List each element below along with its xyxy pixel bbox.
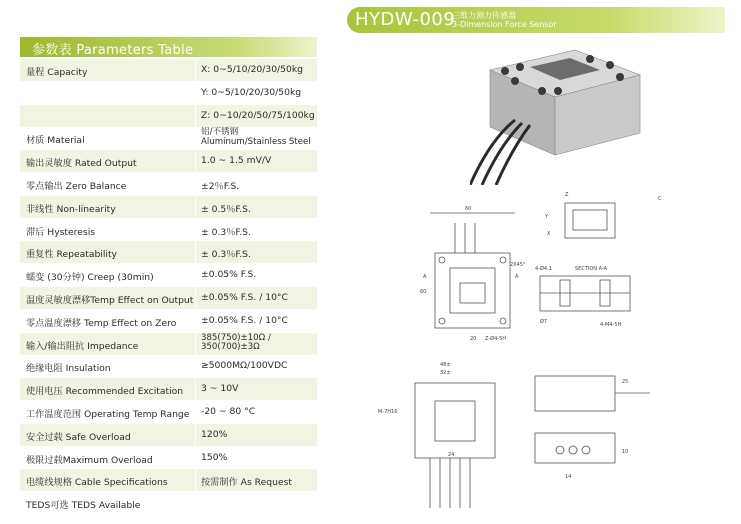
param-value-line2: Aluminum/Stainless Steel bbox=[201, 136, 311, 147]
param-value: ±0.05% F.S. / 10°C bbox=[201, 314, 288, 326]
label-c: C bbox=[658, 196, 662, 202]
param-value bbox=[201, 334, 271, 353]
param-value: 150% bbox=[201, 451, 228, 463]
row-divider bbox=[195, 219, 196, 241]
param-value: ± 0.3％F.S. bbox=[201, 249, 251, 261]
param-label: 绝缘电阻 Insulation bbox=[26, 363, 111, 375]
model-number: HYDW-009 bbox=[355, 9, 456, 30]
param-label: TEDS可选 TEDS Available bbox=[26, 500, 141, 512]
row-divider bbox=[195, 287, 196, 309]
dim-32: 32± bbox=[440, 370, 451, 376]
table-row bbox=[20, 173, 317, 195]
dim-25: 25 bbox=[622, 379, 629, 385]
dim-48: 48± bbox=[440, 362, 451, 368]
param-label: 材质 Material bbox=[26, 135, 85, 147]
dim-24: 24 bbox=[448, 452, 455, 458]
product-photo bbox=[470, 45, 650, 185]
param-label: 输入/输出阻抗 Impedance bbox=[26, 340, 139, 352]
param-value: X: 0~5/10/20/30/50kg bbox=[201, 64, 303, 75]
param-label: 电缆线规格 Cable Specifications bbox=[26, 477, 168, 489]
table-row bbox=[20, 378, 317, 400]
dim-14: 14 bbox=[565, 474, 572, 480]
param-value: ±0.05% F.S. / 10°C bbox=[201, 292, 288, 303]
label-a2: A bbox=[515, 274, 519, 280]
row-divider bbox=[195, 150, 196, 172]
table-row bbox=[20, 196, 317, 218]
param-label: 零点输出 Zero Balance bbox=[26, 181, 127, 192]
dim-holes: Z-Ø4-5H bbox=[485, 336, 507, 342]
section-label: SECTION A-A bbox=[575, 266, 608, 272]
subtitle-en: 3-Dimension Force Sensor bbox=[452, 20, 557, 29]
row-divider bbox=[195, 447, 196, 469]
table-row bbox=[20, 219, 317, 241]
row-divider bbox=[195, 401, 196, 423]
param-value: 120% bbox=[201, 428, 228, 440]
axis-x: X bbox=[547, 231, 551, 237]
dim-thread: M-7H16 bbox=[378, 409, 398, 415]
dim-m4: 4-M4-5H bbox=[600, 322, 622, 328]
technical-drawing bbox=[360, 188, 730, 520]
row-divider bbox=[195, 264, 196, 286]
row-divider bbox=[195, 469, 196, 491]
table-row bbox=[20, 310, 317, 332]
param-value-line1: 铝/不锈钢 bbox=[201, 127, 239, 138]
dim-d7: Ø7 bbox=[540, 319, 548, 325]
row-divider bbox=[195, 424, 196, 446]
dim-holes-2: 4-Ø4.1 bbox=[535, 266, 552, 272]
row-divider bbox=[195, 378, 196, 400]
table-row bbox=[20, 150, 317, 172]
table-row bbox=[20, 287, 317, 309]
param-label: 零点温度漂移 Temp Effect on Zero bbox=[26, 317, 177, 329]
row-divider bbox=[195, 355, 196, 377]
param-value-line2: 350(700)±3Ω bbox=[201, 342, 260, 353]
param-value: 3 ~ 10V bbox=[201, 383, 239, 395]
row-divider bbox=[195, 82, 196, 104]
dim-60-side: 60 bbox=[420, 289, 427, 295]
param-label: 非线性 Non-linearity bbox=[26, 203, 116, 215]
param-value: Z: 0~10/20/50/75/100kg bbox=[201, 109, 315, 121]
param-value: 按需制作 As Request bbox=[201, 477, 292, 489]
dim-10: 10 bbox=[622, 449, 629, 455]
row-divider bbox=[195, 241, 196, 263]
table-row bbox=[20, 492, 317, 514]
param-value: ± 0.3％F.S. bbox=[201, 226, 251, 238]
table-row bbox=[20, 127, 317, 149]
dim-60: 60 bbox=[465, 206, 472, 212]
param-label: 温度灵敏度漂移Temp Effect on Output bbox=[26, 295, 194, 306]
param-value: ±2％F.S. bbox=[201, 181, 240, 192]
subtitle-cn: 三维力测力传感器 bbox=[452, 11, 516, 20]
param-value-line1: 385(750)±10Ω / bbox=[201, 332, 271, 343]
table-title: 参数表 Parameters Table bbox=[32, 43, 194, 58]
table-row bbox=[20, 469, 317, 491]
row-divider bbox=[195, 333, 196, 355]
param-label: 滞后 Hysteresis bbox=[26, 226, 96, 238]
row-divider bbox=[195, 127, 196, 149]
row-divider bbox=[195, 492, 196, 514]
param-label: 极限过载Maximum Overload bbox=[26, 454, 153, 466]
table-row bbox=[20, 82, 317, 104]
param-label: 安全过载 Safe Overload bbox=[26, 431, 131, 443]
row-divider bbox=[195, 310, 196, 332]
param-label: 使用电压 Recommended Excitation bbox=[26, 386, 184, 398]
param-label: 重复性 Repeatability bbox=[26, 249, 117, 261]
table-row bbox=[20, 59, 317, 81]
table-row bbox=[20, 401, 317, 423]
param-value bbox=[201, 128, 311, 147]
row-divider bbox=[195, 105, 196, 127]
row-divider bbox=[195, 59, 196, 81]
param-label: 蠕变 (30分钟) Creep (30min) bbox=[26, 272, 154, 284]
param-value: -20 ~ 80 °C bbox=[201, 406, 256, 417]
table-row bbox=[20, 447, 317, 469]
param-label: 输出灵敏度 Rated Output bbox=[26, 158, 137, 170]
table-title-bar bbox=[20, 37, 317, 57]
table-row bbox=[20, 264, 317, 286]
label-a1: A bbox=[423, 274, 427, 280]
table-row bbox=[20, 424, 317, 446]
row-divider bbox=[195, 173, 196, 195]
dim-20: 20 bbox=[470, 336, 477, 342]
table-row bbox=[20, 333, 317, 355]
table-row bbox=[20, 241, 317, 263]
param-label: 量程 Capacity bbox=[26, 67, 88, 78]
table-row bbox=[20, 105, 317, 127]
param-label: 工作温度范围 Operating Temp Range bbox=[26, 409, 190, 420]
table-row bbox=[20, 355, 317, 377]
param-value: ≥5000MΩ/100VDC bbox=[201, 360, 288, 372]
row-divider bbox=[195, 196, 196, 218]
param-value: 1.0 ~ 1.5 mV/V bbox=[201, 155, 272, 167]
param-value: ±0.05% F.S. bbox=[201, 269, 257, 281]
param-value: Y: 0~5/10/20/30/50kg bbox=[201, 86, 302, 98]
param-value: ± 0.5％F.S. bbox=[201, 203, 251, 215]
axis-y: Y bbox=[545, 214, 549, 220]
axis-z: Z bbox=[565, 192, 569, 198]
dim-chamfer: 2X45° bbox=[510, 262, 526, 268]
